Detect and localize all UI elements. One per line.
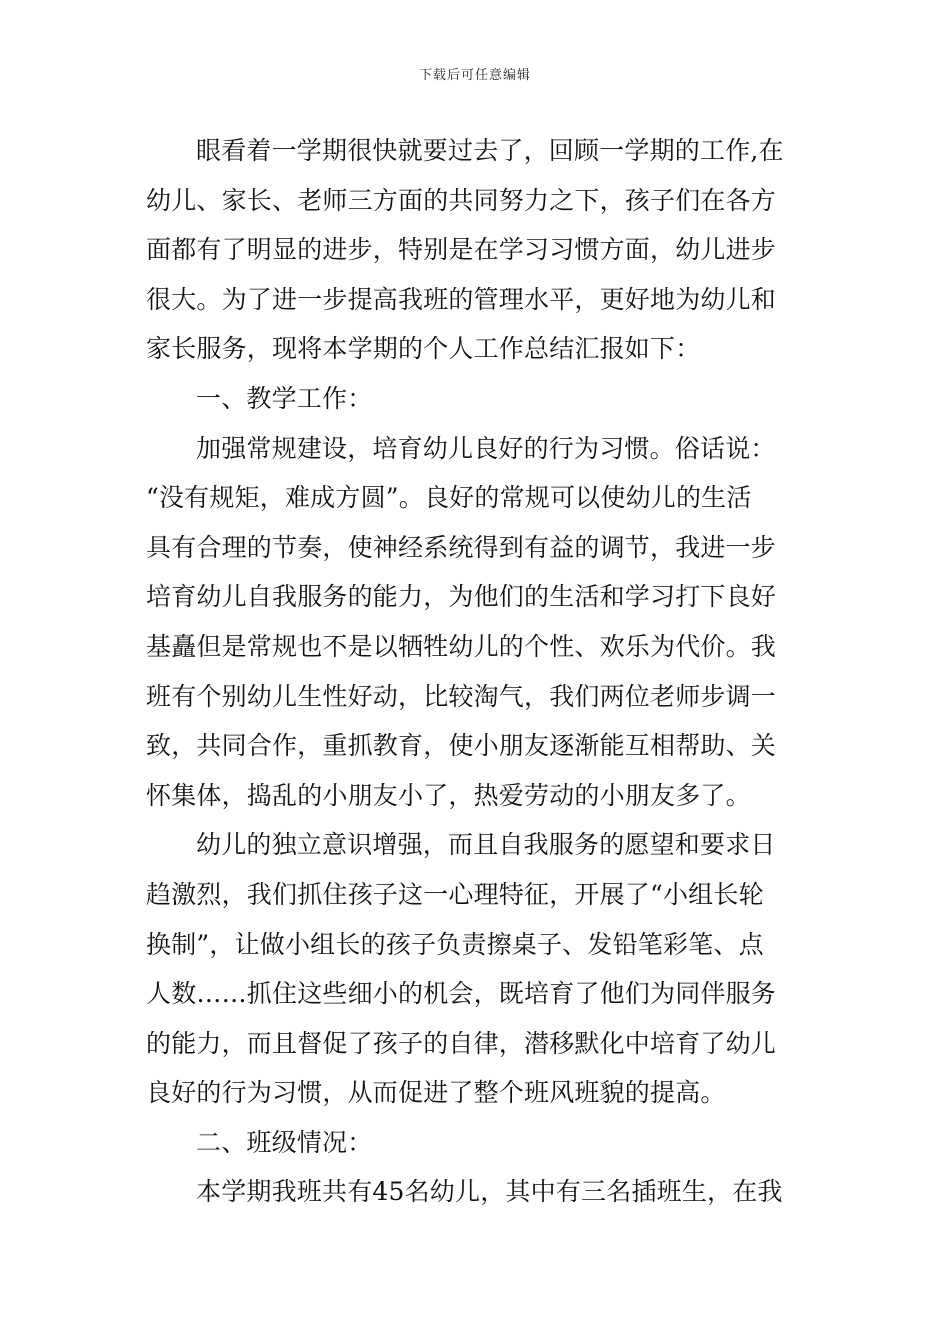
text-line: 很大。为了进一步提高我班的管理水平，更好地为幼儿和 xyxy=(146,284,777,314)
document-body xyxy=(146,126,808,1217)
text-line: 眼看着一学期很快就要过去了，回顾一学期的工作,在 xyxy=(196,136,784,165)
section-heading-class: 二、班级情况： xyxy=(196,1127,373,1157)
text-line: 基矗但是常规也不是以牺牲幼儿的个性、欢乐为代价。我 xyxy=(146,631,777,661)
text-line: 家长服务，现将本学期的个人工作总结汇报如下： xyxy=(146,334,701,364)
page-header-note: 下载后可任意编辑 xyxy=(418,68,531,83)
text-line: 面都有了明显的进步，特别是在学习习惯方面，幼儿进步 xyxy=(146,235,777,265)
text-line: 培育幼儿自我服务的能力，为他们的生活和学习打下良好 xyxy=(146,582,777,612)
text-line: 怀集体，捣乱的小朋友小了，热爱劳动的小朋友多了。 xyxy=(146,780,751,810)
text-line: 班有个别幼儿生性好动，比较淘气，我们两位老师步调一 xyxy=(146,681,777,711)
text-line: 人数……抓住这些细小的机会，既培育了他们为同伴服务 xyxy=(146,979,777,1009)
text-line: 本学期我班共有45名幼儿，其中有三名插班生，在我 xyxy=(196,1177,783,1207)
section-heading-teaching: 一、教学工作： xyxy=(196,383,373,413)
text-line: 幼儿、家长、老师三方面的共同努力之下，孩子们在各方 xyxy=(146,185,777,215)
text-line: 致，共同合作，重抓教育，使小朋友逐渐能互相帮助、关 xyxy=(146,731,777,761)
text-line: 趋激烈，我们抓住孩子这一心理特征，开展了“小组长轮 xyxy=(146,879,764,909)
text-line: 具有合理的节奏，使神经系统得到有益的调节，我进一步 xyxy=(146,532,777,562)
text-line: “没有规矩，难成方圆”。良好的常规可以使幼儿的生活 xyxy=(146,483,752,513)
text-line: 的能力，而且督促了孩子的自律，潜移默化中培育了幼儿 xyxy=(146,1028,777,1058)
text-line: 良好的行为习惯，从而促进了整个班风班貌的提高。 xyxy=(146,1078,726,1108)
text-line: 加强常规建设，培育幼儿良好的行为习惯。俗话说： xyxy=(196,433,776,463)
text-line: 幼儿的独立意识增强，而且自我服务的愿望和要求日 xyxy=(196,830,776,860)
text-line: 换制”，让做小组长的孩子负责擦桌子、发铅笔彩笔、点 xyxy=(146,929,764,959)
